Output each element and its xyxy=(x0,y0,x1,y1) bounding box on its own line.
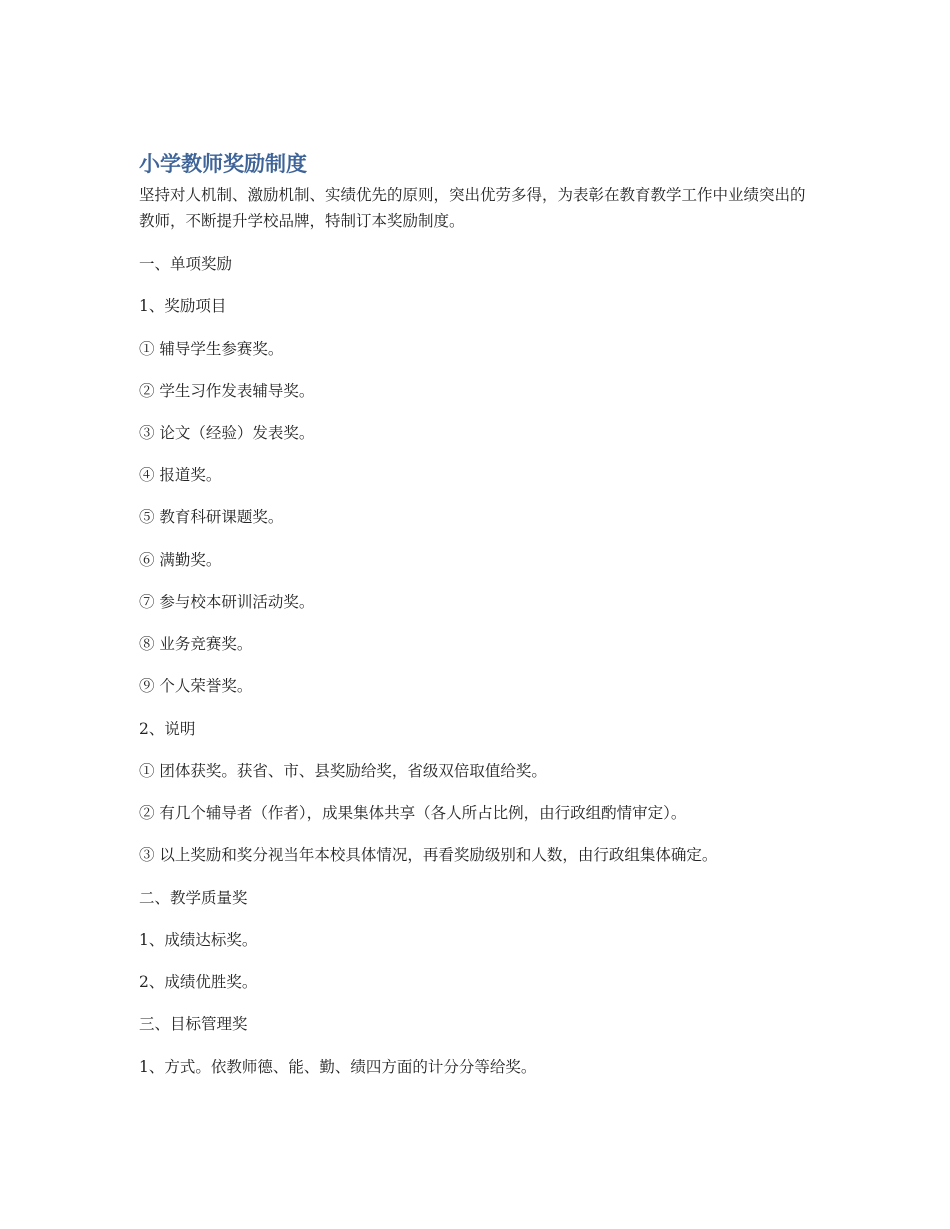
list-item: ④ 报道奖。 xyxy=(139,466,222,484)
document-title: 小学教师奖励制度 xyxy=(139,152,307,176)
list-item: ① 辅导学生参赛奖。 xyxy=(139,340,284,358)
list-item: ② 有几个辅导者（作者），成果集体共享（各人所占比例，由行政组酌情审定）。 xyxy=(139,804,687,822)
section-heading-target-management: 三、目标管理奖 xyxy=(139,1015,248,1033)
list-item: ③ 论文（经验）发表奖。 xyxy=(139,424,315,442)
list-item: 1、方式。依教师德、能、勤、绩四方面的计分分等给奖。 xyxy=(139,1058,537,1076)
list-item: ⑧ 业务竞赛奖。 xyxy=(139,635,253,653)
list-item: ① 团体获奖。获省、市、县奖励给奖，省级双倍取值给奖。 xyxy=(139,762,547,780)
subsection-award-items: 1、奖励项目 xyxy=(139,297,227,315)
list-item: ② 学生习作发表辅导奖。 xyxy=(139,382,315,400)
section-heading-teaching-quality: 二、教学质量奖 xyxy=(139,889,248,907)
list-item: ⑥ 满勤奖。 xyxy=(139,551,222,569)
subsection-notes: 2、说明 xyxy=(139,720,196,738)
list-item: ⑦ 参与校本研训活动奖。 xyxy=(139,593,315,611)
list-item: ⑨ 个人荣誉奖。 xyxy=(139,677,253,695)
list-item: 2、成绩优胜奖。 xyxy=(139,973,258,991)
intro-paragraph: 坚持对人机制、激励机制、实绩优先的原则，突出优劳多得，为表彰在教育教学工作中业绩突出的教师，不断提升学校品牌，特制订本奖励制度。 xyxy=(139,186,806,230)
section-heading-single-awards: 一、单项奖励 xyxy=(139,255,233,273)
list-item: ③ 以上奖励和奖分视当年本校具体情况，再看奖励级别和人数，由行政组集体确定。 xyxy=(139,846,718,864)
list-item: 1、成绩达标奖。 xyxy=(139,931,258,949)
list-item: ⑤ 教育科研课题奖。 xyxy=(139,508,284,526)
